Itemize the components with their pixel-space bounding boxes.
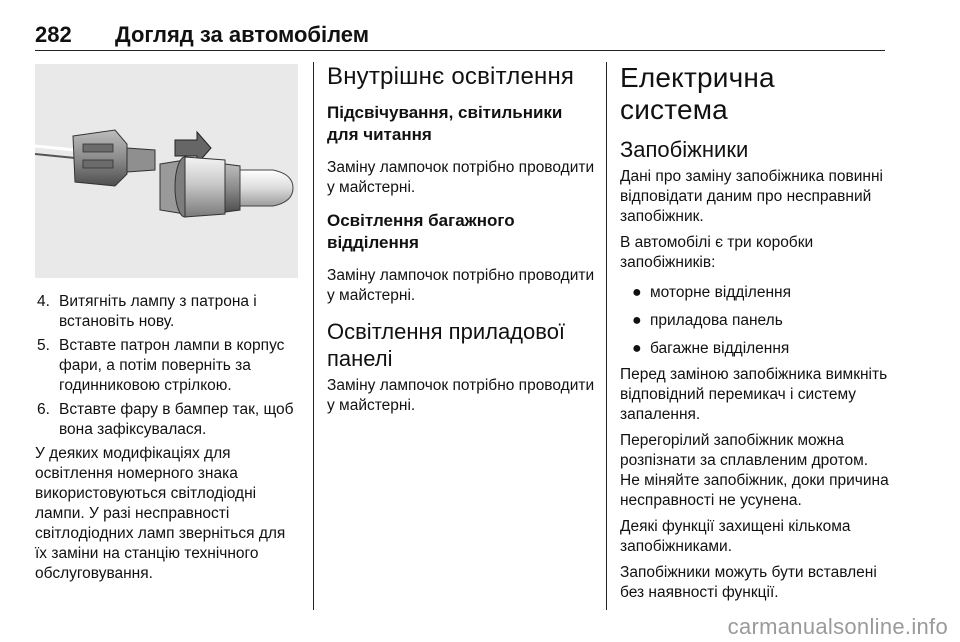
list-item-text: приладова панель — [650, 312, 783, 329]
body-paragraph: Дані про заміну запобіжника повинні відповідати даним про несправний запобіжник. — [620, 168, 883, 225]
column-divider — [606, 62, 607, 610]
body-paragraph: Заміну лампочок потрібно проводити у майстерні. — [327, 377, 595, 414]
body-paragraph: Перегорілий запобіжник можна розпізнати за сплавленим дротом. Не міняйте запобіжник, доки причина несправності не усунена. — [620, 432, 889, 509]
subsection-title: Освітлення багажного відділення — [327, 211, 515, 252]
list-item-text: моторне відділення — [650, 284, 791, 301]
bullet-icon: ● — [632, 312, 642, 329]
page-number: 282 — [35, 22, 72, 47]
body-paragraph: Заміну лампочок потрібно проводити у майстерні. — [327, 267, 595, 304]
body-paragraph: Заміну лампочок потрібно проводити у майстерні. — [327, 159, 595, 196]
subsection-title: Запобіжники — [620, 137, 749, 162]
watermark: carmanualsonline.info — [727, 614, 948, 639]
step-text: Витягніть лампу з патрона і встановіть нову. — [59, 293, 257, 330]
step-item — [35, 400, 298, 440]
body-paragraph: Перед заміною запобіжника вимкніть відповідний перемикач і систему запалення. — [620, 366, 888, 423]
step-item — [35, 292, 298, 332]
column-1 — [35, 62, 298, 584]
column-divider — [313, 62, 314, 610]
instruction-steps — [35, 292, 298, 440]
step-number: 4. — [37, 293, 50, 310]
bulb-socket-icon — [35, 64, 298, 278]
list-item — [620, 311, 890, 331]
step-text: Вставте фару в бампер так, щоб вона зафіксувалася. — [59, 401, 294, 438]
column-3 — [620, 62, 890, 603]
fuse-box-list — [620, 283, 890, 359]
step-item — [35, 336, 298, 396]
section-title: Електрична система — [620, 62, 775, 125]
section-title: Внутрішнє освітлення — [327, 63, 575, 90]
page-header — [35, 22, 885, 50]
body-paragraph: Деякі функції захищені кількома запобіжниками. — [620, 518, 851, 555]
step-text: Вставте патрон лампи в корпус фари, а потім поверніть за годинниковою стрілкою. — [59, 337, 285, 394]
list-item — [620, 339, 890, 359]
subsection-title: Освітлення приладової панелі — [327, 319, 566, 371]
running-title: Догляд за автомобілем — [115, 22, 370, 47]
header-rule — [35, 50, 885, 51]
bullet-icon: ● — [632, 340, 642, 357]
step-number: 5. — [37, 337, 50, 354]
column-2 — [327, 62, 597, 416]
headlamp-bulb-socket-illustration — [35, 64, 298, 278]
step-number: 6. — [37, 401, 50, 418]
list-item-text: багажне відділення — [650, 340, 790, 357]
subsection-title: Підсвічування, світильники для читання — [327, 103, 563, 144]
body-paragraph: Запобіжники можуть бути вставлені без наявності функції. — [620, 564, 877, 601]
led-note-paragraph: У деяких модифікаціях для освітлення номерного знака використовуються світлодіодні лампи. У разі несправності світлодіодних ламп зверніться для їх заміни на станцію технічного обслуговування. — [35, 445, 286, 582]
body-paragraph: В автомобілі є три коробки запобіжників: — [620, 234, 814, 271]
list-item — [620, 283, 890, 303]
bullet-icon: ● — [632, 284, 642, 301]
